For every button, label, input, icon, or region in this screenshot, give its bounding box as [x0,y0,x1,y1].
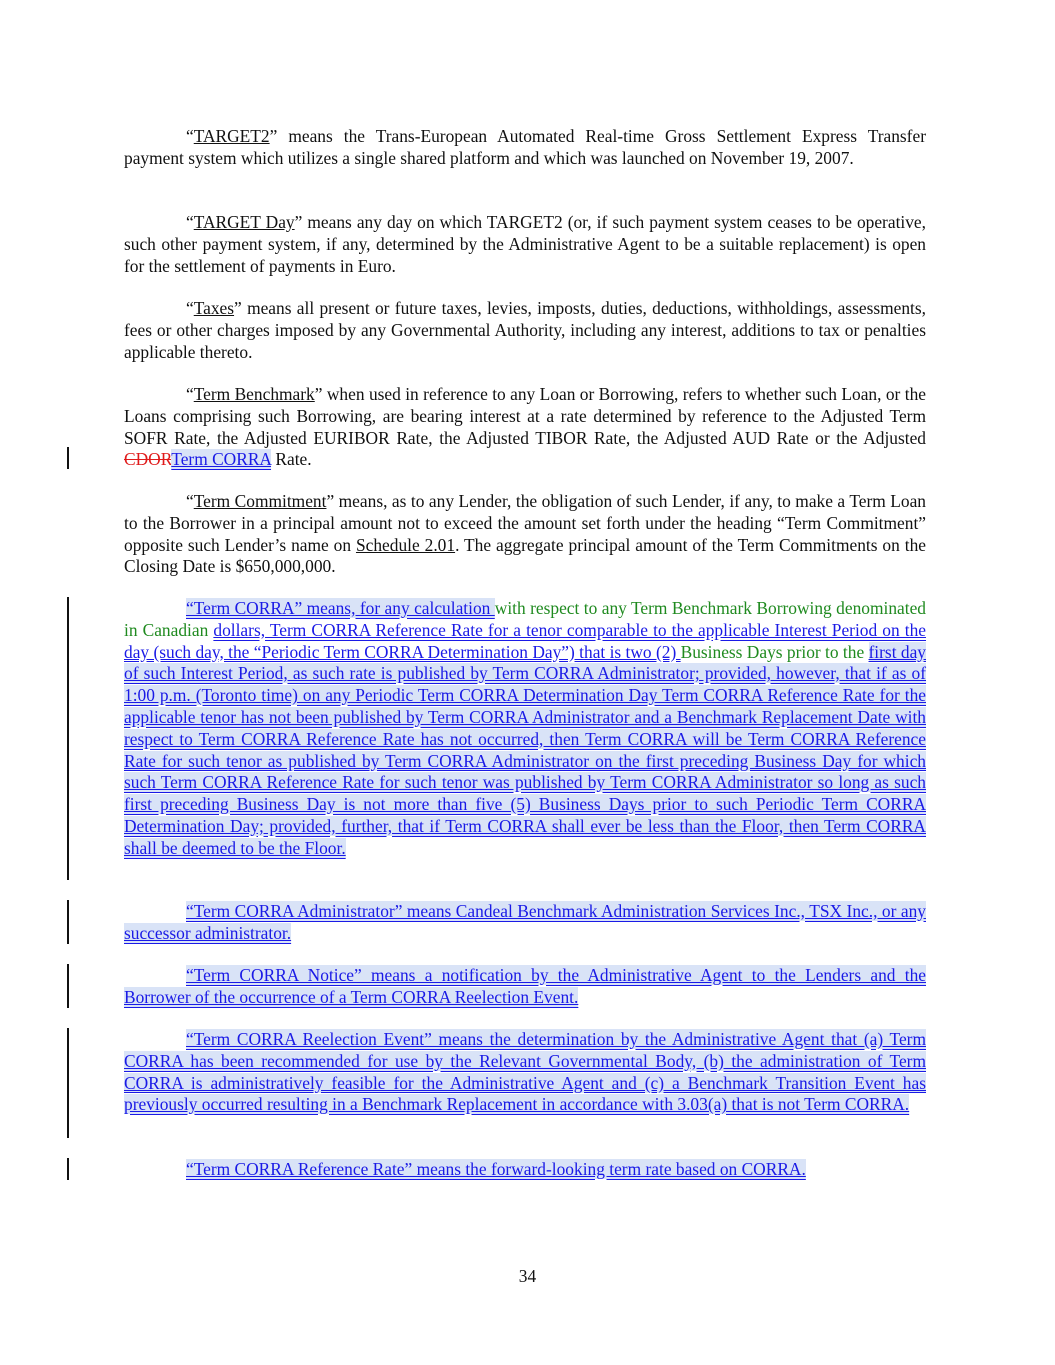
moved-text: with respect to any Term Benchmark Borrowing denominated in Canadian [124,598,926,640]
definition-term-corra-notice [124,965,926,1009]
change-bar [67,900,69,944]
defined-term: Term Commitment [193,491,327,511]
change-bar [67,597,69,880]
inserted-text: “Term CORRA Reference Rate” means the forward-looking term rate based on CORRA. [186,1159,806,1179]
quote-open: “ [186,384,194,404]
definition-text: ” means any day on which TARGET2 (or, if such payment system ceases to be operative, such other payment system, if any, determined by the Administrative Agent to be a suitable replacement) is open for the settlement of payments in Euro. [124,212,926,276]
definition-text: ” means all present or future taxes, levies, imposts, duties, deductions, withholdings, assessments, fees or other charges imposed by any Governmental Authority, including any interest, additions to tax or penalties applicable thereto. [124,298,926,362]
quote-open: “ [186,126,194,146]
quote-open: “ [186,212,194,232]
definition-taxes [124,298,926,363]
definition-text: ” means, as to any Lender, the obligation of such Lender, if any, to make a Term Loan to the Borrower in a principal amount not to exceed the amount set forth under the heading “Term Commitment” opposite such Lender’s name on [124,491,926,555]
change-bar [67,964,69,1008]
definition-text-tail: Rate. [271,449,312,470]
defined-term: Taxes [193,298,235,318]
quote-open: “ [186,491,194,511]
page-number: 34 [518,1266,537,1286]
definition-target-day [124,212,926,277]
definition-term-corra-administrator [124,901,926,945]
inserted-text: Term CORRA [171,449,272,470]
change-bar [67,447,69,469]
inserted-text: “Term CORRA Reelection Event” means the determination by the Administrative Agent that (a) Term CORRA has been recommended for use by the Relevant Governmental Body, (b) the administration of Term CORRA is administratively feasible for the Administrative Agent and (c) a Benchmark Transition Event has previously occurred resulting in a Benchmark Replacement in accordance with 3.03(a) that is not Term CORRA. [124,1029,926,1115]
inserted-text: first day of such Interest Period, as such rate is published by Term CORRA Administrator; provided, however, that if as of 1:00 p.m. (Toronto time) on any Periodic Term CORRA Determination Day Term CORRA Reference Rate for the applicable tenor has not been published by Term CORRA Administrator and a Benchmark Replacement Date with respect to Term CORRA Reference Rate has not occurred, then Term CORRA will be Term CORRA Reference Rate for such tenor as published by Term CORRA Administrator on the first preceding Business Day for which such Term CORRA Reference Rate for such tenor was published by Term CORRA Administrator so long as such first preceding Business Day is not more than five (5) Business Days prior to such Periodic Term CORRA Determination Day; provided, further, that if Term CORRA shall ever be less than the Floor, then Term CORRA shall be deemed to be the Floor. [124,641,926,858]
inserted-text: “Term CORRA” means, for any calculation [186,598,495,618]
defined-term: TARGET2 [193,126,270,146]
inserted-text: dollars, Term CORRA Reference Rate for a tenor comparable to the applicable Interest Period on the day (such day, the “Periodic Term CORRA Determination Day”) that is two (2) [124,619,926,662]
quote-open: “ [186,298,194,318]
definition-target2 [124,126,926,170]
definition-text-tail: . The aggregate principal amount of the Term Commitments on the Closing Date is $650,000,000. [124,534,926,577]
change-bar [67,1028,69,1138]
schedule-reference: Schedule 2.01 [355,534,456,555]
definition-term-corra-reference-rate [124,1159,926,1181]
definition-term-commitment [124,491,926,578]
deleted-text: CDOR [124,449,172,470]
definition-text: ” when used in reference to any Loan or Borrowing, refers to whether such Loan, or the Loans comprising such Borrowing, are bearing interest at a rate determined by reference to the Adjusted Term SOFR Rate, the Adjusted EURIBOR Rate, the Adjusted TIBOR Rate, the Adjusted AUD Rate or the Adjusted [124,384,926,448]
moved-text: Business Days prior to the [680,641,869,662]
defined-term: TARGET Day [193,212,295,232]
definition-term-benchmark [124,384,926,471]
definition-text: ” means the Trans-European Automated Real-time Gross Settlement Express Transfer payment system which utilizes a single shared platform and which was launched on November 19, 2007. [124,126,926,168]
definition-term-corra-reelection-event [124,1029,926,1116]
change-bar [67,1158,69,1180]
inserted-text: “Term CORRA Administrator” means Candeal Benchmark Administration Services Inc., TSX Inc., or any successor administrator. [124,901,926,943]
definition-term-corra [124,598,926,860]
inserted-text: “Term CORRA Notice” means a notification by the Administrative Agent to the Lenders and the Borrower of the occurrence of a Term CORRA Reelection Event. [124,965,926,1007]
defined-term: Term Benchmark [193,384,315,404]
